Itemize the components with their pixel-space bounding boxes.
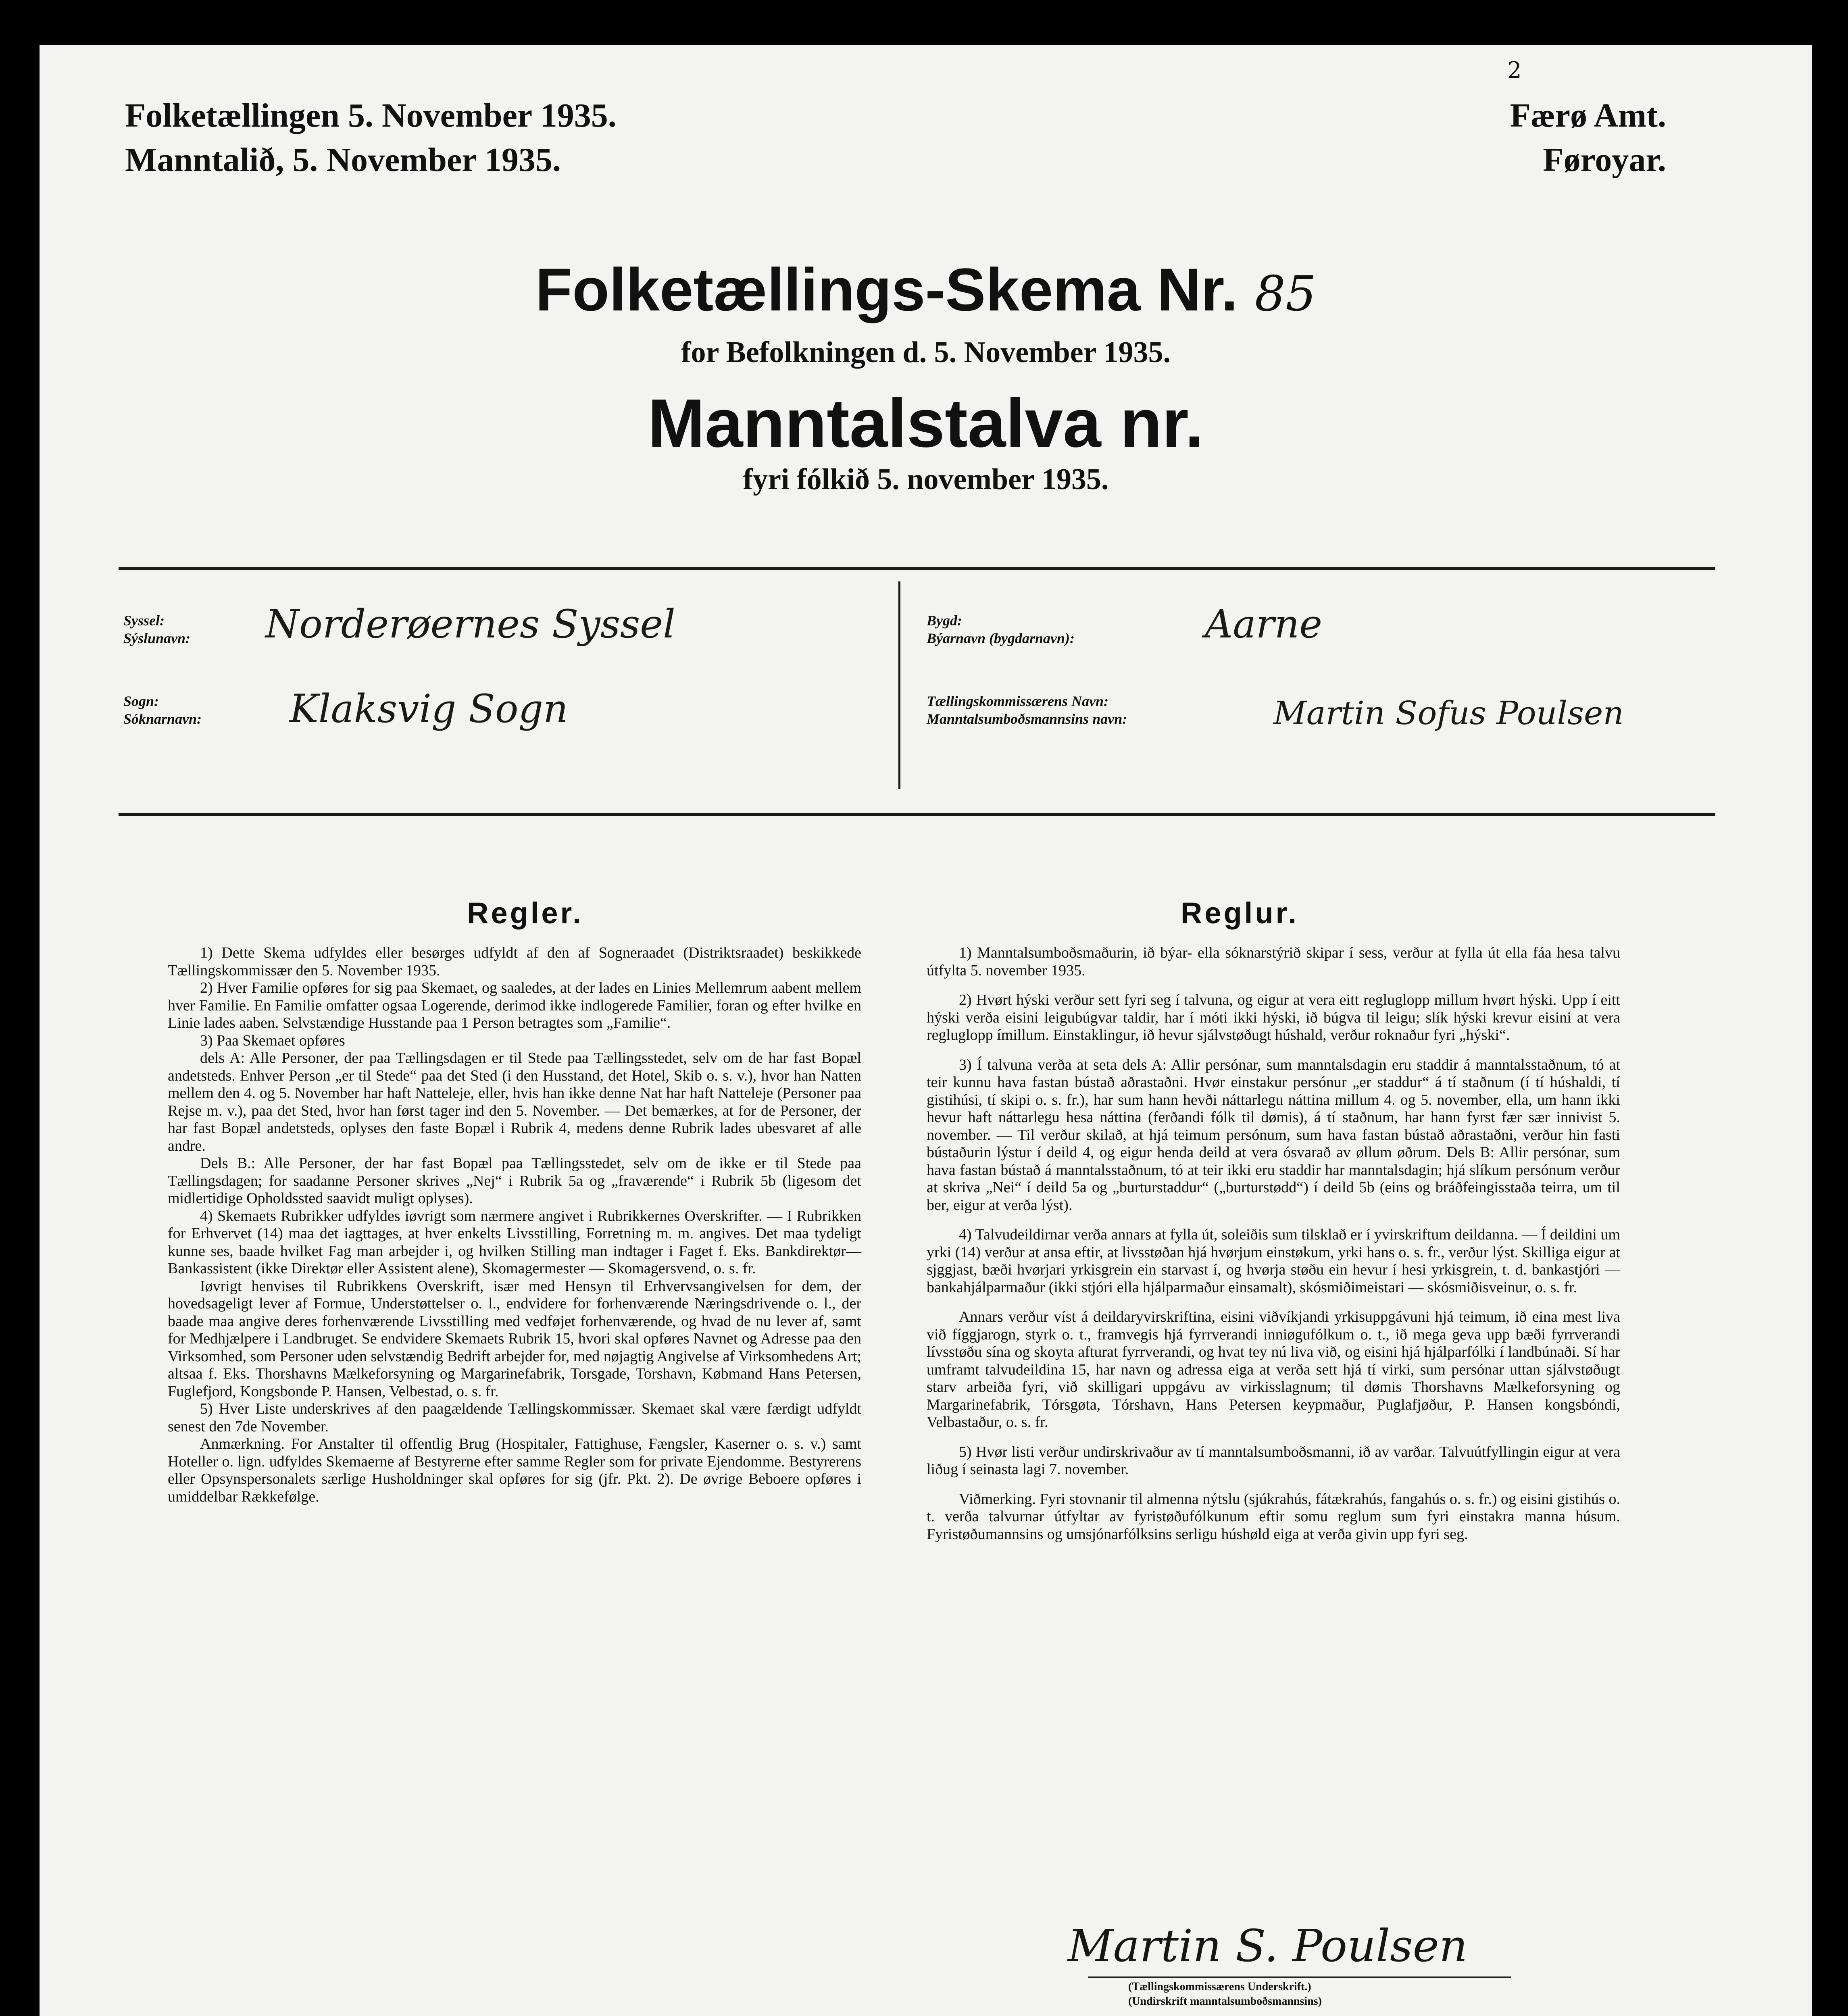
reglur-heading: Reglur. (1181, 896, 1299, 930)
syssel-value: Norderøernes Syssel (265, 602, 675, 647)
reglur-para: 4) Talvudeildirnar verða annars at fylla út, soleiðis sum tilsklað er í yvirskriftum deildanna. — Í deildini um yrki (14) verður at ansa eftir, at livsstøðan hjá hvørjum einstøkum, yrki hans o. s. fr., verður lýst. Skilliga eigur at sjggjast, bæði hvørjari yrkisgrein ein starvast í, og hvørja støðu ein hevur í hesi yrkisgrein, t. d. bankastjóri — bankahjálparmaður (ikki stjóri ella hjálparmaður einsamalt), skósmiðimeistari — skósmiðisveinur, o. s. fr. (927, 1226, 1620, 1296)
header-census-da: Folketællingen 5. November 1935. (125, 97, 617, 134)
sogn-label: Sogn: Sóknarnavn: (123, 693, 202, 727)
reglur-para: 2) Hvørt hýski verður sett fyri seg í talvuna, og eigur at vera eitt regluglopp millum hvørt hýski. Upp í eitt hýski verða eisini leigubúgvar taldir, har í móti ikki hýski, ið búgva til leigu; slík hýski krevur eisini at vera regluglopp ímillum. Einstaklingur, ið hevur sjálvstøðugt húshald, verður roknaður fyri „hýski“. (927, 991, 1620, 1043)
regler-para: 5) Hver Liste underskrives af den paagældende Tællingskommissær. Skemaet skal være færdigt udfyldt senest den 7de November. (168, 1400, 861, 1435)
regler-column (168, 944, 861, 1506)
header-left (125, 94, 617, 182)
reglur-column (927, 944, 1620, 1543)
regler-para: Iøvrigt henvises til Rubrikkens Overskrift, især med Hensyn til Erhvervsangivelsen for dem, der hovedsageligt lever af Formue, Understøttelser o. l., endvidere for forhenværende Næringsdrivende o. l., der baade maa angive deres forhenværende Livsstilling med vedføjet forhenværende, og hvad de nu lever af, samt for Medhjælpere i Landbruget. Se endvidere Skemaets Rubrik 15, hvori skal opføres Navnet og Adresse paa den Virksomhed, som Personer uden selvstændig Bedrift arbejder for, med nøjagtig Angivelse af Virksomhedens Art; altsaa f. Eks. Thorshavns Mælkeforsyning og Margarinefabrik, Torsgade, Torshavn, Købmand Hans Petersen, Fuglefjord, Kongsbonde P. Hansen, Velbestad, o. s. fr. (168, 1277, 861, 1400)
kommissaer-value: Martin Sofus Poulsen (1273, 694, 1624, 732)
page-number-mark: 2 (1507, 57, 1522, 83)
header-region-fo: Føroyar. (1543, 141, 1666, 179)
syssel-label: Syssel: Sýslunavn: (123, 612, 191, 646)
reglur-para: Viðmerking. Fyri stovnanir til almenna nýtslu (sjúkrahús, fátækrahús, fangahús o. s. fr.) og eisini gistihús o. t. verða talvurnar útfyltar av fyristøðufólkunum eftir somu reglum sum fyri einstakra manna húsum. Fyristøðumannsins og umsjónarfólksins serligu húshøld eiga at verða givin upp fyri seg. (927, 1490, 1620, 1543)
form-subtitle-fo: fyri fólkið 5. november 1935. (743, 463, 1109, 496)
kommissaer-label: Tællingskommissærens Navn: Manntalsumboðsmannsins navn: (927, 693, 1127, 727)
divider-vertical (898, 581, 900, 789)
divider-top (119, 567, 1715, 570)
reglur-para: Annars verður víst á deildaryvirskriftina, eisini viðvíkjandi yrkisuppgávuni hjá teimum, ið eina mest liva við fíggjarogn, styrk o. t., framvegis hjá fyrrverandi inniøgufólkum o. t., ið mega geva upp bæði fyrrverandi lívsstøðu sína og skoyta afturat fyrrverandi, og hvat tey nú liva við, og eisini hjá hjálparfólki í landbúnaði. Sí har umframt talvudeildina 15, har navn og adressa eiga at verða sett hjá tí virki, sum persónar uttan sjálvstøðugt starv arbeiða fyri, við skilligari uppgávu av virkisslagnum; til dømis Thorshavns Mælkeforsyning og Margarinefabrik, Tórsgøta, Tórshavn, Hans Petersen keypmaður, Puglafjøður, P. Hansen kongsbóndi, Velbastaður, o. s. fr. (927, 1308, 1620, 1431)
regler-para: 1) Dette Skema udfyldes eller besørges udfyldt af den af Sogneraadet (Distriktsraadet) beskikkede Tællingskommissær den 5. November 1935. (168, 944, 861, 979)
regler-para: Dels B.: Alle Personer, der har fast Bopæl paa Tællingsstedet, selv om de ikke er til Stede paa Tællingsdagen; for saadanne Personer skrives „Nej“ i Rubrik 5a og „fraværende“ i Rubrik 5b (ligesom det midlertidige Opholdssted saavidt muligt oplyses). (168, 1155, 861, 1207)
form-title-da-text: Folketællings-Skema Nr. (535, 256, 1238, 323)
bygd-label: Bygd: Býarnavn (bygdarnavn): (927, 612, 1075, 646)
signature-line (1088, 1976, 1511, 1978)
form-title-da (40, 255, 1812, 325)
header-region-da: Færø Amt. (1510, 97, 1666, 134)
reglur-para: 1) Manntalsumboðsmaðurin, ið býar- ella sóknarstýrið skipar í sess, verður at fylla út ella fáa hesa talvu útfylta 5. november 1935. (927, 944, 1620, 979)
header-right (1510, 94, 1666, 182)
bygd-value: Aarne (1205, 602, 1323, 647)
header-census-fo: Manntalið, 5. November 1935. (125, 141, 561, 179)
signature-caption-da: (Tællingskommissærens Underskrift.) (1128, 1981, 1311, 1993)
form-subtitle-da: for Befolkningen d. 5. November 1935. (681, 336, 1171, 369)
regler-para: 2) Hver Familie opføres for sig paa Skemaet, og saaledes, at der lades en Linies Mellemrum aabent mellem hver Familie. En Familie omfatter ogsaa Logerende, derimod ikke indlogerede Familier, foran og efter hvilke en Linie lades aaben. Selvstændige Husstande paa 1 Person betragtes som „Familie“. (168, 979, 861, 1031)
reglur-para: 5) Hvør listi verður undirskrivaður av tí manntalsumboðsmanni, ið av varðar. Talvuútfyllingin eigur at vera liðug í seinasta lagi 7. november. (927, 1443, 1620, 1478)
regler-heading: Regler. (467, 896, 583, 930)
signature-handwritten: Martin S. Poulsen (1068, 1920, 1468, 1972)
census-form-page (40, 45, 1812, 2016)
regler-para: 4) Skemaets Rubrikker udfyldes iøvrigt som nærmere angivet i Rubrikkernes Overskrifter. — I Rubrikken for Erhvervet (14) maa det iagttages, at hver enkelts Livsstilling, Forretning m. m. angives. Det maa tydeligt kunne ses, baade hvilket Fag man arbejder i, og hvilken Stilling man indtager i Faget f. Eks. Bankdirektør—Bankassistent (ikke Direktør eller Assistent alene), Skomagermester — Skomagersvend, o. s. fr. (168, 1207, 861, 1277)
regler-para: Anmærkning. For Anstalter til offentlig Brug (Hospitaler, Fattighuse, Fængsler, Kaserner o. s. v.) samt Hoteller o. lign. udfyldes Skemaerne af Bestyrerne efter samme Regler som for private Ejendomme. Bestyrerens eller Opsynspersonalets særlige Husholdninger skal opføres for sig (jfr. Pkt. 2). De øvrige Beboere opføres i umiddelbar Rækkefølge. (168, 1435, 861, 1505)
sogn-value: Klaksvig Sogn (290, 686, 568, 731)
regler-para: 3) Paa Skemaet opføres (200, 1032, 345, 1049)
form-number-handwritten: 85 (1254, 266, 1317, 322)
regler-para: dels A: Alle Personer, der paa Tællingsdagen er til Stede paa Tællingsstedet, selv om de har fast Bopæl andetsteds. Enhver Person „er til Stede“ paa det Sted (i den Husstand, det Hotel, Skib o. s. v.), hvor han Natten mellem den 4. og 5. November har haft Natteleje, eller, hvis han ikke denne Nat har haft Natteleje (Personer paa Rejse m. v.), paa det Sted, hvor han først tager ind den 5. November. — Det bemærkes, at for de Personer, der har fast Bopæl andetsteds, oplyses den faste Bopæl i Rubrik 4, medens denne Rubrik lades ubesvaret af alle andre. (168, 1050, 861, 1154)
form-title-fo: Manntalstalva nr. (648, 385, 1204, 462)
reglur-para: 3) Í talvuna verða at seta dels A: Allir persónar, sum manntalsdagin eru staddir á manntalsstaðnum, tó at teir kunnu hava fastan bústað aðrastaðni. Hvør einstakur persónur „er staddur“ á tí staðnum (í tí húshaldi, tí gistihúsi, tí skipi o. s. fr.), har sum hann hevði náttarlegu náttina millum 4. og 5. november, ella, um hann ikki hevur haft náttarlegu hesa náttina (ferðandi fólk til dømis), á tí staðnum, har hann fyrst fær sær innivist 5. november. — Til verður skilað, at hjá teimum persónum, sum hava fastan bústað aðrastaðni, verður hin fasti bústaðurin lýstur í deild 4, og eigur henda deild at vera ósvarað av øllum øðrum. Dels B: Allir persónar, sum hava fastan bústað á manntalsstaðnum, tó at teir ikki eru staddir har manntalsdagin; hjá slíkum persónum verður at skriva „Nei“ í deild 5a og „burturstaddur“ („burturstødd“) í deild 5b (eins og bráðfeingisstaða teirra, um til ber, eigur at verða lýst). (927, 1056, 1620, 1214)
divider-bottom (119, 813, 1715, 816)
signature-caption-fo: (Undirskrift manntalsumboðsmannsins) (1128, 1995, 1322, 2008)
